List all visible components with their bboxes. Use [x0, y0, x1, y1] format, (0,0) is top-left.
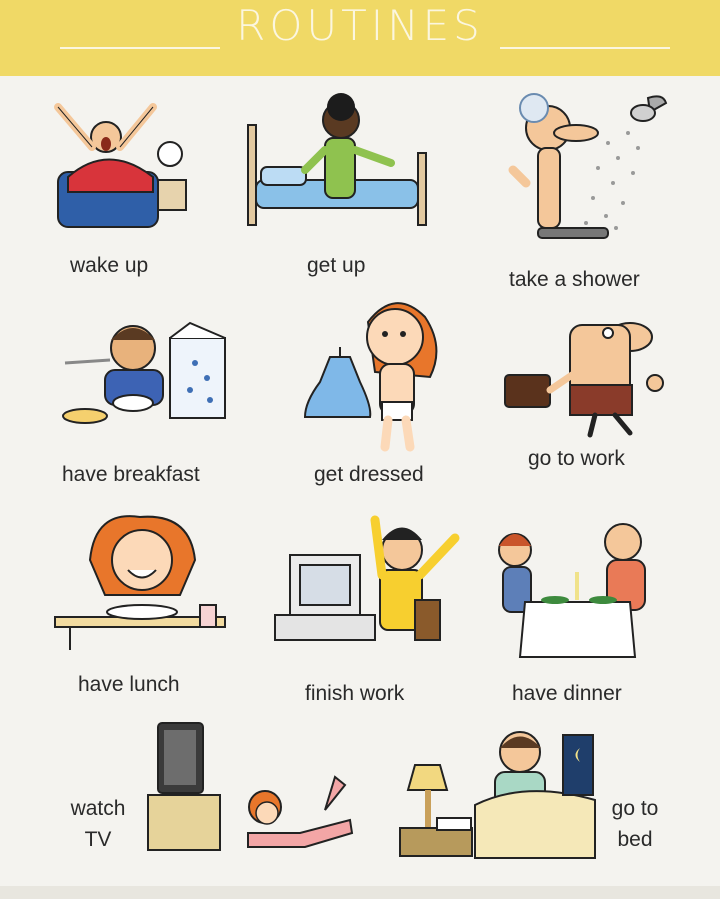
page-title: ROUTINES	[236, 1, 484, 50]
get-up-illustration	[243, 95, 433, 230]
have-breakfast-illustration	[55, 318, 235, 433]
label-have-lunch: have lunch	[78, 673, 180, 696]
go-to-work-illustration	[500, 315, 675, 440]
label-wake-up: wake up	[70, 254, 149, 277]
wake-up-illustration	[38, 92, 198, 232]
get-dressed-illustration	[300, 292, 450, 452]
label-take-a-shower: take a shower	[509, 268, 640, 291]
label-finish-work: finish work	[305, 682, 405, 705]
watch-tv-illustration	[140, 715, 355, 860]
have-dinner-illustration	[485, 512, 670, 662]
label-have-breakfast: have breakfast	[62, 463, 200, 486]
label-bed: bed	[617, 828, 653, 851]
go-to-bed-illustration	[395, 730, 600, 860]
take-a-shower-illustration	[498, 88, 678, 253]
bottom-strip	[0, 886, 720, 899]
label-go-to: go to	[611, 797, 659, 820]
label-go-to-work: go to work	[528, 447, 625, 470]
label-have-dinner: have dinner	[512, 682, 622, 705]
label-get-dressed: get dressed	[314, 463, 424, 486]
label-tv: TV	[84, 828, 112, 851]
label-watch: watch	[70, 797, 126, 820]
finish-work-illustration	[270, 510, 465, 670]
label-get-up: get up	[307, 254, 366, 277]
have-lunch-illustration	[50, 505, 230, 655]
title-banner	[0, 0, 720, 76]
